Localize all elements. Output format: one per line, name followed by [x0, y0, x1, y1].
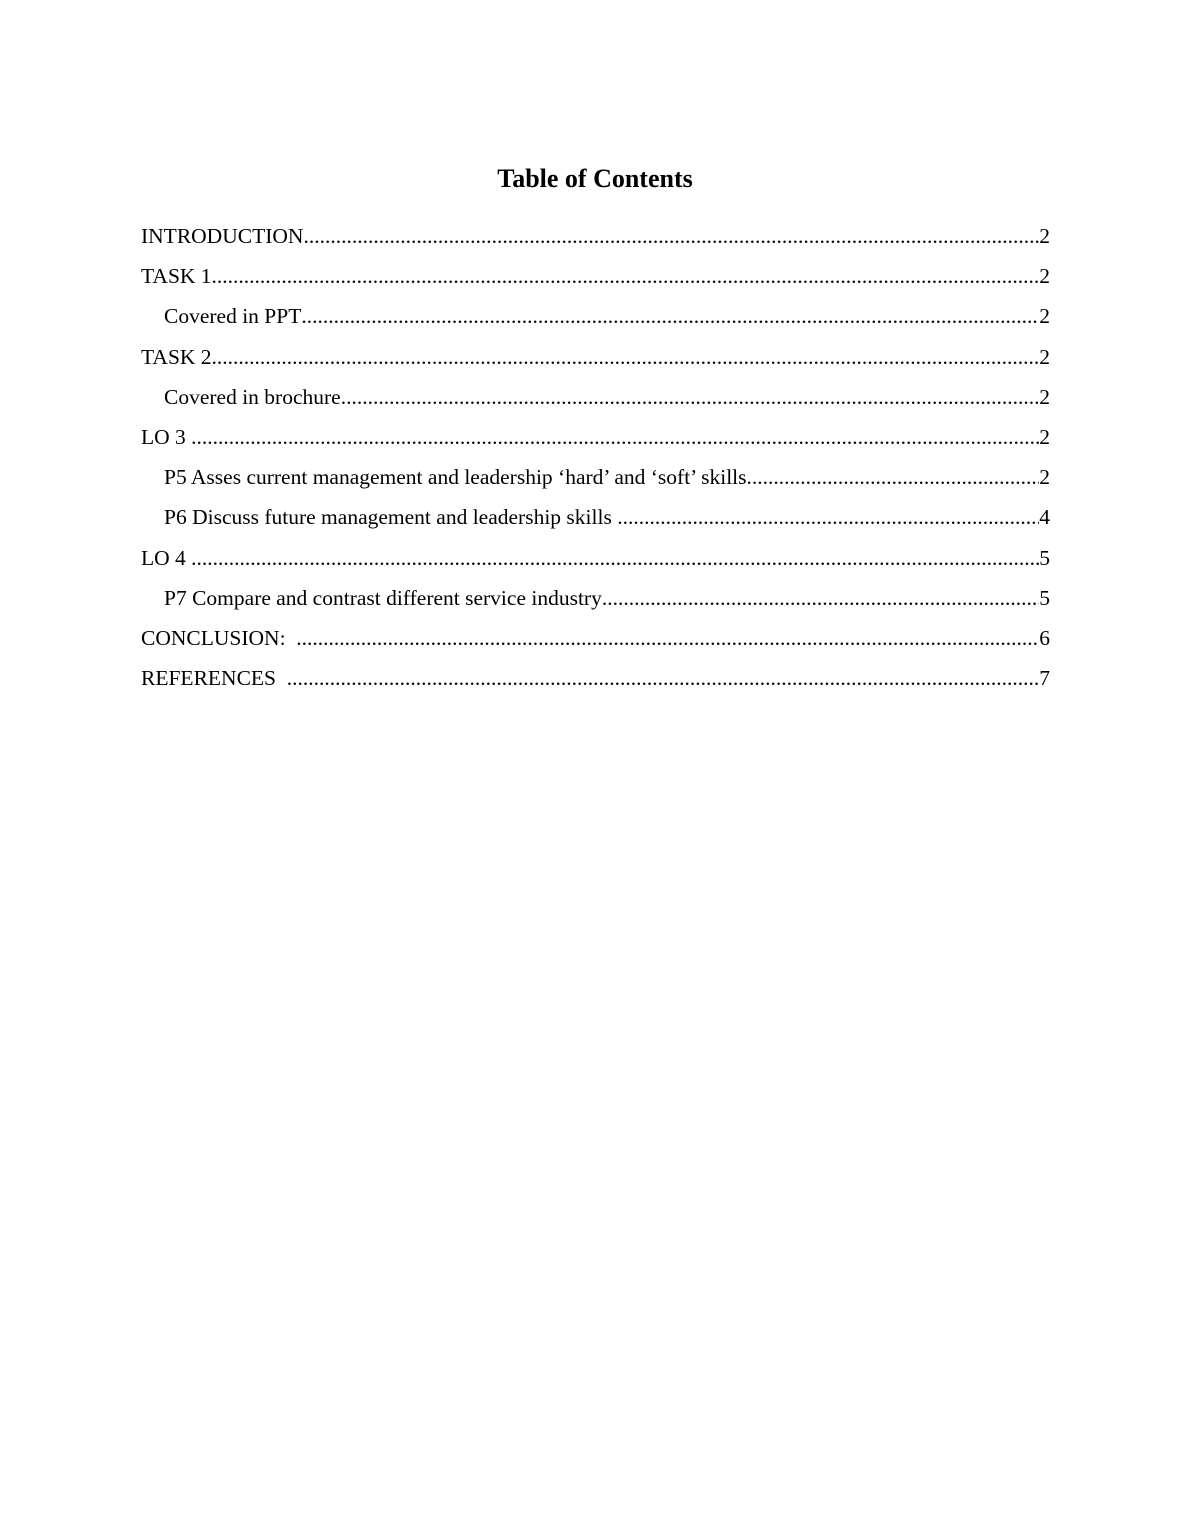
toc-entry-label: P7 Compare and contrast different service industry: [164, 585, 602, 610]
toc-subentry[interactable]: [141, 381, 1050, 421]
toc-entry-page: 2: [1039, 304, 1050, 329]
toc-dot-leader: [212, 341, 1040, 373]
toc-entry-label: Covered in brochure: [164, 384, 341, 409]
toc-entry-page: 2: [1039, 384, 1050, 409]
toc-entry-label: P5 Asses current management and leadership ‘hard’ and ‘soft’ skills: [164, 465, 747, 490]
toc-entry-page: 5: [1039, 585, 1050, 610]
toc-entry-label: P6 Discuss future management and leadership skills: [164, 505, 618, 530]
toc-entry[interactable]: [141, 542, 1050, 582]
toc-entry-page: 2: [1039, 224, 1050, 248]
toc-dot-leader: [602, 582, 1039, 614]
toc-entry[interactable]: [141, 220, 1050, 260]
toc-entry-page: 5: [1039, 545, 1050, 570]
toc-entry[interactable]: [141, 341, 1050, 381]
toc-entry-label: LO 4: [141, 545, 192, 570]
toc-entry-page: 2: [1039, 264, 1050, 289]
toc-dot-leader: [303, 220, 1039, 252]
toc-entry-page: 2: [1039, 465, 1050, 490]
toc-entry[interactable]: [141, 421, 1050, 461]
toc-list: [141, 220, 1050, 702]
toc-title: Table of Contents: [497, 164, 693, 193]
toc-entry-label: LO 3: [141, 424, 192, 449]
toc-subentry[interactable]: [141, 501, 1050, 541]
toc-dot-leader: [341, 381, 1040, 413]
toc-entry-label: REFERENCES: [141, 666, 287, 691]
toc-dot-leader: [191, 421, 1039, 453]
toc-entry-label: Covered in PPT: [164, 304, 302, 329]
toc-dot-leader: [212, 260, 1040, 292]
toc-entry[interactable]: [141, 662, 1050, 702]
toc-entry-page: 2: [1039, 344, 1050, 369]
toc-subentry[interactable]: [141, 461, 1050, 501]
toc-entry-label: TASK 2: [141, 344, 212, 369]
toc-dot-leader: [296, 622, 1039, 654]
toc-entry-page: 2: [1039, 424, 1050, 449]
toc-entry-label: TASK 1: [141, 264, 212, 289]
toc-entry[interactable]: [141, 260, 1050, 300]
toc-dot-leader: [747, 461, 1040, 493]
toc-entry-page: 6: [1039, 625, 1050, 650]
toc-entry-page: 7: [1039, 666, 1050, 691]
toc-subentry[interactable]: [141, 300, 1050, 340]
toc-entry-label: CONCLUSION:: [141, 625, 297, 650]
toc-dot-leader: [617, 501, 1039, 533]
toc-dot-leader: [191, 542, 1039, 574]
toc-dot-leader: [287, 662, 1040, 694]
toc-entry[interactable]: [141, 622, 1050, 662]
toc-entry-page: 4: [1039, 505, 1050, 530]
toc-subentry[interactable]: [141, 582, 1050, 622]
toc-dot-leader: [301, 300, 1039, 332]
toc-entry-label: INTRODUCTION: [141, 224, 304, 248]
